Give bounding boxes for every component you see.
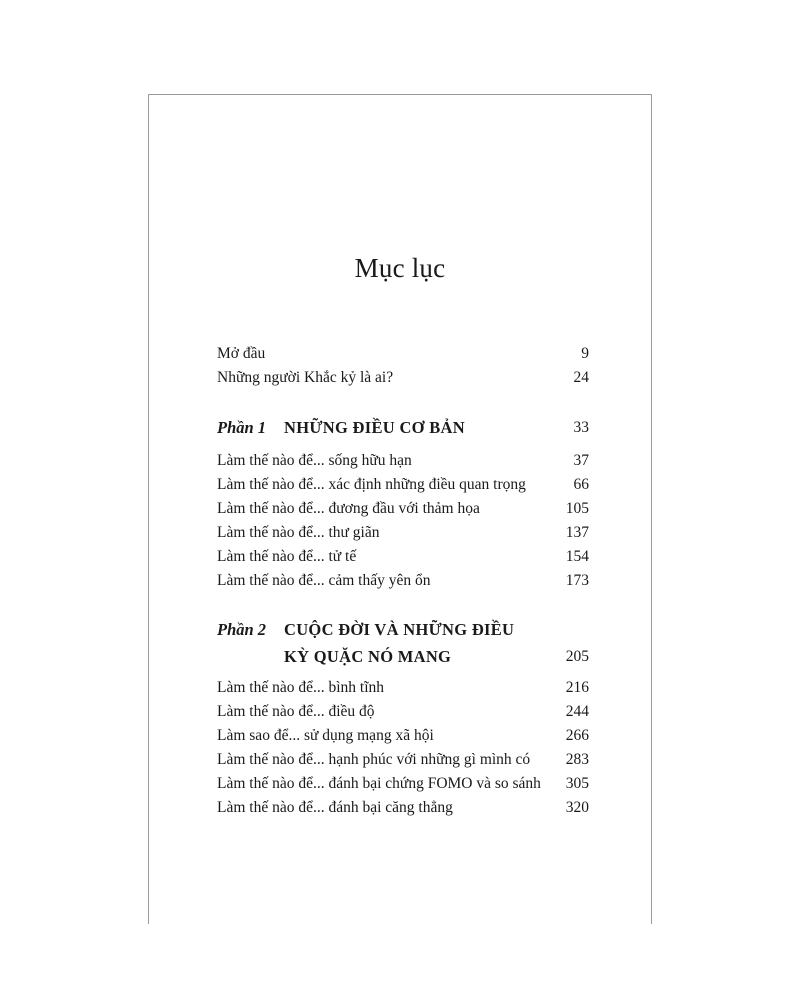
toc-entry-page: 137 (565, 524, 589, 541)
toc-entry-label: Làm thế nào để... bình tĩnh (217, 679, 385, 696)
toc-part-2-heading[interactable] (217, 619, 589, 668)
toc-part-1-heading[interactable] (217, 417, 589, 439)
book-page (148, 94, 652, 924)
toc-entry-label: Làm thế nào để... xác định những điều quan trọng (217, 476, 526, 493)
toc-entry[interactable] (217, 750, 589, 770)
toc-entry-label: Làm thế nào để... hạnh phúc với những gì mình có (217, 751, 531, 768)
page-title: Mục lục (354, 253, 446, 283)
toc-entry-label: Những người Khắc kỷ là ai? (217, 369, 394, 386)
toc-entry-page: 66 (573, 476, 589, 493)
toc-entry-page: 105 (565, 500, 589, 517)
toc-entry-label: Làm thế nào để... cảm thấy yên ổn (217, 572, 431, 589)
part-label: Phần 2 (217, 620, 267, 639)
toc-entry-page: 283 (565, 751, 589, 768)
toc-entry-page: 154 (565, 548, 589, 565)
toc-entry-page: 320 (565, 799, 589, 816)
toc-entry[interactable] (217, 523, 589, 543)
toc-entry[interactable] (217, 499, 589, 519)
toc-entry-page: 37 (573, 452, 589, 469)
toc-entry[interactable] (217, 726, 589, 746)
toc-entry-intro[interactable] (217, 344, 589, 364)
toc-entry[interactable] (217, 571, 589, 591)
toc-entry[interactable] (217, 774, 589, 794)
toc-entry-label: Làm thế nào để... tử tế (217, 548, 357, 565)
toc-entry-page: 9 (581, 345, 589, 362)
toc-entry-label: Làm thế nào để... đánh bại chứng FOMO và so sánh (217, 775, 541, 792)
toc-entry[interactable] (217, 702, 589, 722)
toc-entry[interactable] (217, 475, 589, 495)
toc-entry-page: 266 (565, 727, 589, 744)
toc-entry[interactable] (217, 678, 589, 698)
toc-entry[interactable] (217, 798, 589, 818)
part-label: Phần 1 (217, 418, 267, 437)
toc-entry-page: 305 (565, 775, 589, 792)
toc-entry-page: 24 (573, 369, 589, 386)
toc-entry[interactable] (217, 547, 589, 567)
toc-entry-page: 216 (565, 679, 589, 696)
toc-entry-label: Làm thế nào để... đương đầu với thảm họa (217, 500, 480, 517)
toc-entry-label: Mở đầu (217, 345, 266, 362)
part-page: 205 (565, 648, 589, 665)
part-title-line-2: KỲ QUẶC NÓ MANG (284, 647, 452, 666)
toc-entry[interactable] (217, 451, 589, 471)
toc-entry-page: 173 (565, 572, 589, 589)
toc-entry-label: Làm thế nào để... đánh bại căng thẳng (217, 799, 453, 816)
toc-entry-page: 244 (565, 703, 589, 720)
toc-entry-label: Làm thế nào để... điều độ (217, 703, 375, 720)
part-title-line-1: CUỘC ĐỜI VÀ NHỮNG ĐIỀU (284, 620, 515, 639)
toc-entry-who-are-stoics[interactable] (217, 368, 589, 388)
part-title: NHỮNG ĐIỀU CƠ BẢN (284, 418, 465, 437)
part-page: 33 (573, 419, 589, 436)
toc-entry-label: Làm thế nào để... thư giãn (217, 524, 380, 541)
toc-entry-label: Làm thế nào để... sống hữu hạn (217, 452, 412, 469)
toc-entry-label: Làm sao để... sử dụng mạng xã hội (217, 727, 434, 744)
